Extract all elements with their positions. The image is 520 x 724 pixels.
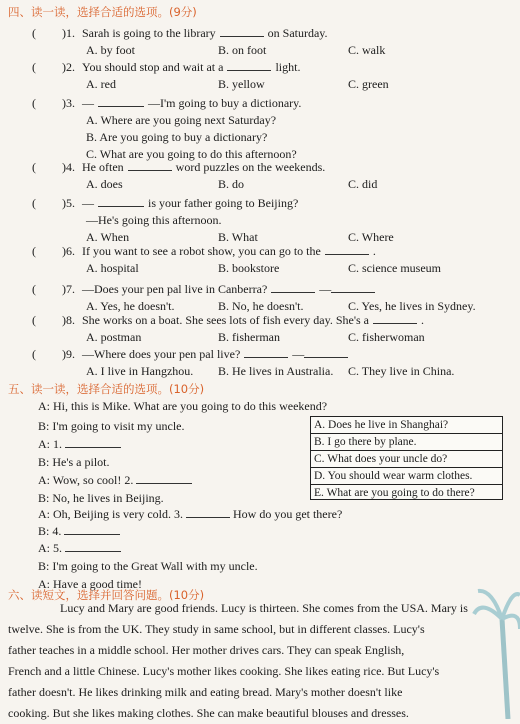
option-c[interactable]: C. Yes, he lives in Sydney. bbox=[348, 299, 476, 313]
answer-blank[interactable] bbox=[65, 541, 121, 552]
option-c[interactable]: C. green bbox=[348, 77, 389, 91]
answer-blank[interactable] bbox=[373, 313, 417, 324]
option-b[interactable]: B. He lives in Australia. bbox=[218, 364, 334, 378]
question-number: )9. bbox=[62, 347, 75, 361]
dialogue-line: B: No, he lives in Beijing. bbox=[38, 491, 164, 505]
question-stem: —Does your pen pal live in Canberra? — bbox=[82, 282, 375, 296]
option-c[interactable]: C. What are you going to do this afternoon? bbox=[86, 147, 297, 161]
section-4-title: 四、读一读，选择合适的选项。(9分) bbox=[8, 5, 197, 19]
options-box bbox=[310, 416, 503, 500]
passage-line: father teaches in a middle school. Her mother drives cars. They can speak English, bbox=[8, 643, 405, 657]
option-c[interactable]: C. fisherwoman bbox=[348, 330, 425, 344]
question-stem-reply: —He's going this afternoon. bbox=[86, 213, 222, 227]
answer-blank[interactable] bbox=[244, 347, 288, 358]
answer-paren[interactable]: ( bbox=[32, 60, 36, 74]
section-5-title: 五、读一读，选择合适的选项。(10分) bbox=[8, 382, 205, 396]
option-a[interactable]: A. I live in Hangzhou. bbox=[86, 364, 194, 378]
answer-paren[interactable]: ( bbox=[32, 196, 36, 210]
option-c[interactable]: C. walk bbox=[348, 43, 386, 57]
dialogue-line: B: 4. bbox=[38, 524, 120, 538]
option-b[interactable]: B. fisherman bbox=[218, 330, 280, 344]
option-a[interactable]: A. Where are you going next Saturday? bbox=[86, 113, 277, 127]
option-b[interactable]: B. do bbox=[218, 177, 245, 191]
question-stem: He often word puzzles on the weekends. bbox=[82, 160, 326, 174]
answer-paren[interactable]: ( bbox=[32, 347, 36, 361]
palm-tree-decoration bbox=[472, 559, 520, 719]
answer-blank[interactable] bbox=[98, 96, 144, 107]
question-stem: Sarah is going to the library on Saturday. bbox=[82, 26, 328, 40]
answer-blank[interactable] bbox=[325, 244, 369, 255]
option-a[interactable]: A. does bbox=[86, 177, 123, 191]
option-a[interactable]: A. by foot bbox=[86, 43, 135, 57]
dialogue-line: A: Have a good time! bbox=[38, 577, 142, 591]
answer-blank[interactable] bbox=[65, 437, 121, 448]
passage-line: twelve. She is from the UK. They study in same school, but in different classes. Lucy's bbox=[8, 622, 425, 636]
question-number: )7. bbox=[62, 282, 75, 296]
option-item: B. I go there by plane. bbox=[311, 434, 502, 451]
answer-blank[interactable] bbox=[304, 347, 348, 358]
option-c[interactable]: C. did bbox=[348, 177, 378, 191]
answer-blank[interactable] bbox=[186, 507, 230, 518]
option-b[interactable]: B. on foot bbox=[218, 43, 267, 57]
option-item: E. What are you going to do there? bbox=[314, 487, 475, 499]
question-number: )6. bbox=[62, 244, 75, 258]
question-number: )2. bbox=[62, 60, 75, 74]
option-b[interactable]: B. Are you going to buy a dictionary? bbox=[86, 130, 268, 144]
option-c[interactable]: C. Where bbox=[348, 230, 394, 244]
option-a[interactable]: A. postman bbox=[86, 330, 142, 344]
dialogue-line: A: Hi, this is Mike. What are you going to do this weekend? bbox=[38, 399, 328, 413]
answer-paren[interactable]: ( bbox=[32, 26, 36, 40]
answer-paren[interactable]: ( bbox=[32, 160, 36, 174]
question-number: )1. bbox=[62, 26, 75, 40]
dialogue-line: A: 1. bbox=[38, 437, 121, 451]
passage-line: father doesn't. He likes drinking milk and eating bread. Mary's mother doesn't like bbox=[8, 685, 403, 699]
question-number: )5. bbox=[62, 196, 75, 210]
dialogue-line: B: I'm going to the Great Wall with my uncle. bbox=[38, 559, 258, 573]
option-item: C. What does your uncle do? bbox=[311, 451, 502, 468]
question-stem: You should stop and wait at a light. bbox=[82, 60, 301, 74]
answer-blank[interactable] bbox=[136, 473, 192, 484]
answer-blank[interactable] bbox=[271, 282, 315, 293]
option-item: A. Does he live in Shanghai? bbox=[311, 417, 502, 434]
reading-passage bbox=[8, 598, 506, 724]
section-6-title: 六、读短文，选择并回答问题。(10分) bbox=[8, 588, 205, 602]
passage-line: Lucy and Mary are good friends. Lucy is thirteen. She comes from the USA. Mary is bbox=[60, 601, 468, 615]
question-stem: — —I'm going to buy a dictionary. bbox=[82, 96, 302, 110]
option-b[interactable]: B. yellow bbox=[218, 77, 265, 91]
option-a[interactable]: A. hospital bbox=[86, 261, 139, 275]
answer-paren[interactable]: ( bbox=[32, 313, 36, 327]
option-c[interactable]: C. They live in China. bbox=[348, 364, 455, 378]
answer-blank[interactable] bbox=[128, 160, 172, 171]
dialogue-line: B: He's a pilot. bbox=[38, 455, 110, 469]
question-stem: —Where does your pen pal live? — bbox=[82, 347, 348, 361]
option-a[interactable]: A. red bbox=[86, 77, 116, 91]
passage-line: cooking. But she likes making clothes. She can make beautiful blouses and dresses. bbox=[8, 706, 409, 720]
answer-paren[interactable]: ( bbox=[32, 282, 36, 296]
answer-blank[interactable] bbox=[220, 26, 264, 37]
dialogue-line: A: Wow, so cool! 2. bbox=[38, 473, 192, 487]
option-b[interactable]: B. What bbox=[218, 230, 258, 244]
question-stem: If you want to see a robot show, you can go to the . bbox=[82, 244, 376, 258]
option-item: D. You should wear warm clothes. bbox=[311, 468, 502, 485]
option-c[interactable]: C. science museum bbox=[348, 261, 441, 275]
answer-blank[interactable] bbox=[98, 196, 144, 207]
question-number: )3. bbox=[62, 96, 75, 110]
option-a[interactable]: A. When bbox=[86, 230, 130, 244]
answer-blank[interactable] bbox=[331, 282, 375, 293]
question-number: )4. bbox=[62, 160, 75, 174]
option-b[interactable]: B. No, he doesn't. bbox=[218, 299, 304, 313]
passage-line: French and a little Chinese. Lucy's mother likes cooking. She likes eating rice. But Lucy's bbox=[8, 664, 440, 678]
question-stem: She works on a boat. She sees lots of fish every day. She's a . bbox=[82, 313, 424, 327]
option-b[interactable]: B. bookstore bbox=[218, 261, 280, 275]
option-a[interactable]: A. Yes, he doesn't. bbox=[86, 299, 175, 313]
question-number: )8. bbox=[62, 313, 75, 327]
answer-paren[interactable]: ( bbox=[32, 244, 36, 258]
answer-blank[interactable] bbox=[64, 524, 120, 535]
dialogue-line: A: 5. bbox=[38, 541, 121, 555]
dialogue-line: B: I'm going to visit my uncle. bbox=[38, 419, 185, 433]
answer-blank[interactable] bbox=[227, 60, 271, 71]
dialogue-line: A: Oh, Beijing is very cold. 3. How do you get there? bbox=[38, 507, 343, 521]
answer-paren[interactable]: ( bbox=[32, 96, 36, 110]
question-stem: — is your father going to Beijing? bbox=[82, 196, 299, 210]
